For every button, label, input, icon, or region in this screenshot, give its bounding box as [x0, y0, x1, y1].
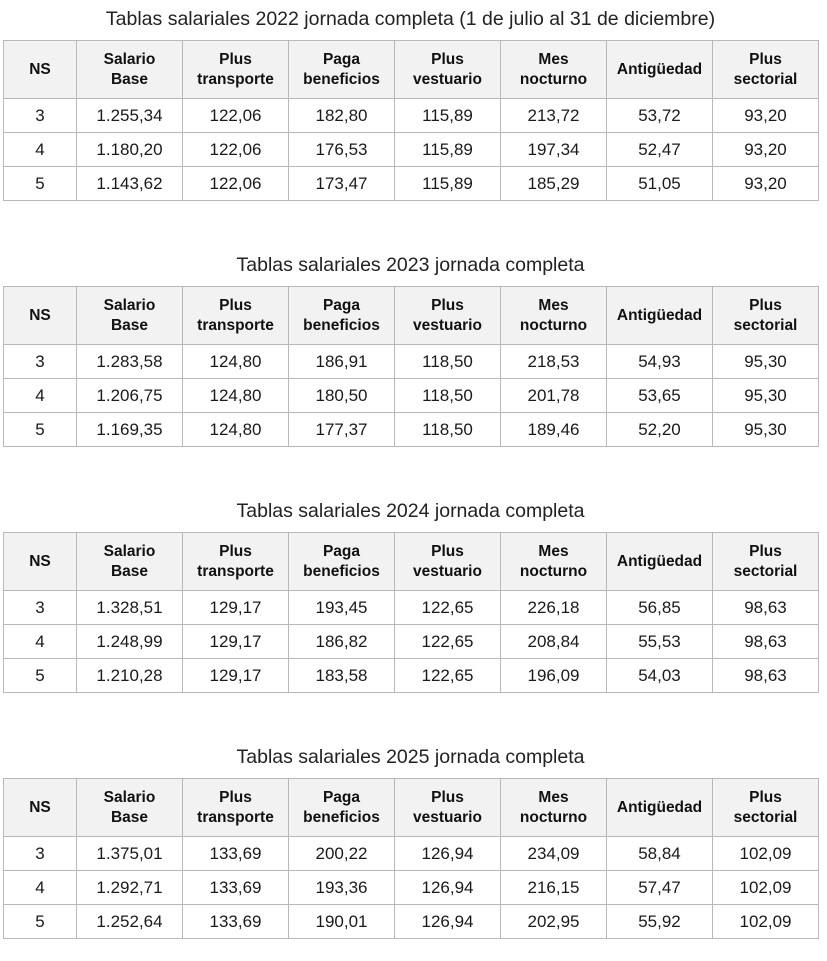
cell-transporte: 122,06 — [183, 99, 289, 133]
table-row — [4, 167, 819, 201]
column-header-salario — [77, 41, 183, 99]
cell-beneficios: 173,47 — [289, 167, 395, 201]
column-header-beneficios — [289, 41, 395, 99]
cell-nocturno: 213,72 — [501, 99, 607, 133]
table-row — [4, 871, 819, 905]
column-header-label: Paga beneficios — [303, 788, 380, 826]
column-header-ns — [4, 533, 77, 591]
cell-nocturno: 216,15 — [501, 871, 607, 905]
cell-salario: 1.169,35 — [77, 413, 183, 447]
cell-transporte: 133,69 — [183, 871, 289, 905]
column-header-ns — [4, 287, 77, 345]
column-header-sectorial — [713, 779, 819, 837]
cell-ns: 5 — [4, 167, 77, 201]
cell-ns: 4 — [4, 379, 77, 413]
cell-transporte: 129,17 — [183, 591, 289, 625]
column-header-label: Mes nocturno — [519, 296, 588, 334]
salary-table-section — [3, 738, 818, 939]
cell-nocturno: 189,46 — [501, 413, 607, 447]
table-row — [4, 345, 819, 379]
column-header-label: Plus vestuario — [413, 788, 482, 826]
column-header-vestuario — [395, 533, 501, 591]
column-header-label: Salario Base — [103, 542, 156, 580]
column-header-sectorial — [713, 533, 819, 591]
cell-salario: 1.180,20 — [77, 133, 183, 167]
cell-sectorial: 102,09 — [713, 837, 819, 871]
cell-transporte: 133,69 — [183, 905, 289, 939]
cell-transporte: 124,80 — [183, 379, 289, 413]
column-header-ns — [4, 779, 77, 837]
cell-antiguedad: 53,65 — [607, 379, 713, 413]
cell-ns: 3 — [4, 591, 77, 625]
cell-transporte: 129,17 — [183, 625, 289, 659]
cell-sectorial: 93,20 — [713, 167, 819, 201]
cell-nocturno: 208,84 — [501, 625, 607, 659]
column-header-nocturno — [501, 533, 607, 591]
column-header-label: NS — [29, 798, 51, 816]
cell-sectorial: 102,09 — [713, 905, 819, 939]
cell-beneficios: 200,22 — [289, 837, 395, 871]
cell-transporte: 124,80 — [183, 345, 289, 379]
cell-vestuario: 118,50 — [395, 345, 501, 379]
table-row — [4, 379, 819, 413]
column-header-label: Antigüedad — [616, 60, 703, 78]
column-header-label: Plus vestuario — [413, 50, 482, 88]
column-header-nocturno — [501, 779, 607, 837]
salary-table — [3, 778, 819, 939]
cell-sectorial: 95,30 — [713, 345, 819, 379]
cell-salario: 1.143,62 — [77, 167, 183, 201]
header-row — [4, 533, 819, 591]
cell-vestuario: 118,50 — [395, 413, 501, 447]
table-row — [4, 905, 819, 939]
cell-ns: 4 — [4, 133, 77, 167]
column-header-label: NS — [29, 552, 51, 570]
column-header-sectorial — [713, 287, 819, 345]
column-header-label: Salario Base — [103, 788, 156, 826]
column-header-label: Plus transporte — [197, 296, 274, 334]
column-header-beneficios — [289, 779, 395, 837]
column-header-label: Mes nocturno — [519, 788, 588, 826]
column-header-ns — [4, 41, 77, 99]
cell-transporte: 124,80 — [183, 413, 289, 447]
cell-antiguedad: 52,20 — [607, 413, 713, 447]
column-header-label: Plus transporte — [197, 542, 274, 580]
cell-ns: 5 — [4, 659, 77, 693]
cell-nocturno: 202,95 — [501, 905, 607, 939]
cell-nocturno: 218,53 — [501, 345, 607, 379]
cell-antiguedad: 52,47 — [607, 133, 713, 167]
column-header-label: NS — [29, 60, 51, 78]
cell-transporte: 133,69 — [183, 837, 289, 871]
column-header-antiguedad — [607, 41, 713, 99]
column-header-vestuario — [395, 779, 501, 837]
cell-nocturno: 185,29 — [501, 167, 607, 201]
header-row — [4, 779, 819, 837]
table-title: Tablas salariales 2025 jornada completa — [236, 746, 585, 768]
column-header-label: Salario Base — [103, 50, 156, 88]
cell-beneficios: 193,36 — [289, 871, 395, 905]
table-title: Tablas salariales 2024 jornada completa — [236, 500, 585, 522]
column-header-label: Mes nocturno — [519, 50, 588, 88]
table-row — [4, 413, 819, 447]
table-row — [4, 659, 819, 693]
table-title: Tablas salariales 2023 jornada completa — [236, 254, 585, 276]
cell-salario: 1.375,01 — [77, 837, 183, 871]
cell-transporte: 122,06 — [183, 167, 289, 201]
cell-antiguedad: 55,92 — [607, 905, 713, 939]
cell-sectorial: 93,20 — [713, 99, 819, 133]
cell-vestuario: 118,50 — [395, 379, 501, 413]
cell-sectorial: 102,09 — [713, 871, 819, 905]
cell-sectorial: 95,30 — [713, 379, 819, 413]
cell-ns: 3 — [4, 345, 77, 379]
cell-sectorial: 98,63 — [713, 591, 819, 625]
column-header-label: Plus vestuario — [413, 296, 482, 334]
cell-antiguedad: 53,72 — [607, 99, 713, 133]
cell-nocturno: 234,09 — [501, 837, 607, 871]
column-header-label: Mes nocturno — [519, 542, 588, 580]
cell-vestuario: 126,94 — [395, 837, 501, 871]
cell-salario: 1.283,58 — [77, 345, 183, 379]
table-row — [4, 133, 819, 167]
column-header-label: Salario Base — [103, 296, 156, 334]
salary-table — [3, 286, 819, 447]
column-header-label: Paga beneficios — [303, 296, 380, 334]
cell-ns: 4 — [4, 871, 77, 905]
salary-table — [3, 532, 819, 693]
column-header-label: Paga beneficios — [303, 542, 380, 580]
cell-beneficios: 186,91 — [289, 345, 395, 379]
cell-vestuario: 115,89 — [395, 167, 501, 201]
cell-vestuario: 115,89 — [395, 133, 501, 167]
column-header-label: Plus sectorial — [733, 542, 798, 580]
cell-beneficios: 182,80 — [289, 99, 395, 133]
cell-salario: 1.255,34 — [77, 99, 183, 133]
cell-salario: 1.248,99 — [77, 625, 183, 659]
cell-beneficios: 186,82 — [289, 625, 395, 659]
column-header-vestuario — [395, 287, 501, 345]
cell-antiguedad: 55,53 — [607, 625, 713, 659]
cell-beneficios: 177,37 — [289, 413, 395, 447]
column-header-label: Plus sectorial — [733, 296, 798, 334]
cell-nocturno: 197,34 — [501, 133, 607, 167]
cell-transporte: 122,06 — [183, 133, 289, 167]
column-header-label: Plus transporte — [197, 788, 274, 826]
column-header-transporte — [183, 533, 289, 591]
column-header-vestuario — [395, 41, 501, 99]
column-header-salario — [77, 287, 183, 345]
table-title: Tablas salariales 2022 jornada completa (1 de julio al 31 de diciembre) — [105, 8, 716, 30]
cell-vestuario: 122,65 — [395, 591, 501, 625]
column-header-beneficios — [289, 287, 395, 345]
cell-vestuario: 122,65 — [395, 659, 501, 693]
cell-antiguedad: 51,05 — [607, 167, 713, 201]
table-row — [4, 837, 819, 871]
cell-ns: 5 — [4, 413, 77, 447]
table-row — [4, 99, 819, 133]
cell-transporte: 129,17 — [183, 659, 289, 693]
column-header-salario — [77, 779, 183, 837]
column-header-beneficios — [289, 533, 395, 591]
cell-beneficios: 190,01 — [289, 905, 395, 939]
column-header-transporte — [183, 287, 289, 345]
cell-sectorial: 95,30 — [713, 413, 819, 447]
cell-salario: 1.328,51 — [77, 591, 183, 625]
cell-vestuario: 122,65 — [395, 625, 501, 659]
column-header-transporte — [183, 41, 289, 99]
cell-beneficios: 193,45 — [289, 591, 395, 625]
column-header-sectorial — [713, 41, 819, 99]
table-row — [4, 625, 819, 659]
cell-ns: 3 — [4, 99, 77, 133]
cell-sectorial: 93,20 — [713, 133, 819, 167]
cell-beneficios: 176,53 — [289, 133, 395, 167]
cell-nocturno: 201,78 — [501, 379, 607, 413]
column-header-label: Plus vestuario — [413, 542, 482, 580]
column-header-label: Plus transporte — [197, 50, 274, 88]
column-header-antiguedad — [607, 533, 713, 591]
cell-antiguedad: 58,84 — [607, 837, 713, 871]
cell-ns: 5 — [4, 905, 77, 939]
column-header-label: Antigüedad — [616, 552, 703, 570]
column-header-transporte — [183, 779, 289, 837]
cell-beneficios: 180,50 — [289, 379, 395, 413]
column-header-label: Antigüedad — [616, 798, 703, 816]
cell-ns: 3 — [4, 837, 77, 871]
cell-vestuario: 126,94 — [395, 871, 501, 905]
salary-table-section — [3, 246, 818, 447]
cell-antiguedad: 54,93 — [607, 345, 713, 379]
cell-beneficios: 183,58 — [289, 659, 395, 693]
salary-table-section — [3, 0, 818, 201]
column-header-label: NS — [29, 306, 51, 324]
cell-salario: 1.206,75 — [77, 379, 183, 413]
column-header-label: Plus sectorial — [733, 788, 798, 826]
header-row — [4, 41, 819, 99]
cell-salario: 1.210,28 — [77, 659, 183, 693]
column-header-label: Antigüedad — [616, 306, 703, 324]
column-header-label: Plus sectorial — [733, 50, 798, 88]
column-header-antiguedad — [607, 287, 713, 345]
cell-vestuario: 115,89 — [395, 99, 501, 133]
column-header-nocturno — [501, 41, 607, 99]
cell-salario: 1.292,71 — [77, 871, 183, 905]
cell-nocturno: 226,18 — [501, 591, 607, 625]
cell-vestuario: 126,94 — [395, 905, 501, 939]
salary-table-section — [3, 492, 818, 693]
cell-salario: 1.252,64 — [77, 905, 183, 939]
column-header-label: Paga beneficios — [303, 50, 380, 88]
column-header-antiguedad — [607, 779, 713, 837]
cell-ns: 4 — [4, 625, 77, 659]
cell-sectorial: 98,63 — [713, 659, 819, 693]
column-header-salario — [77, 533, 183, 591]
cell-nocturno: 196,09 — [501, 659, 607, 693]
cell-antiguedad: 54,03 — [607, 659, 713, 693]
cell-antiguedad: 57,47 — [607, 871, 713, 905]
cell-antiguedad: 56,85 — [607, 591, 713, 625]
salary-table — [3, 40, 819, 201]
column-header-nocturno — [501, 287, 607, 345]
table-row — [4, 591, 819, 625]
cell-sectorial: 98,63 — [713, 625, 819, 659]
header-row — [4, 287, 819, 345]
